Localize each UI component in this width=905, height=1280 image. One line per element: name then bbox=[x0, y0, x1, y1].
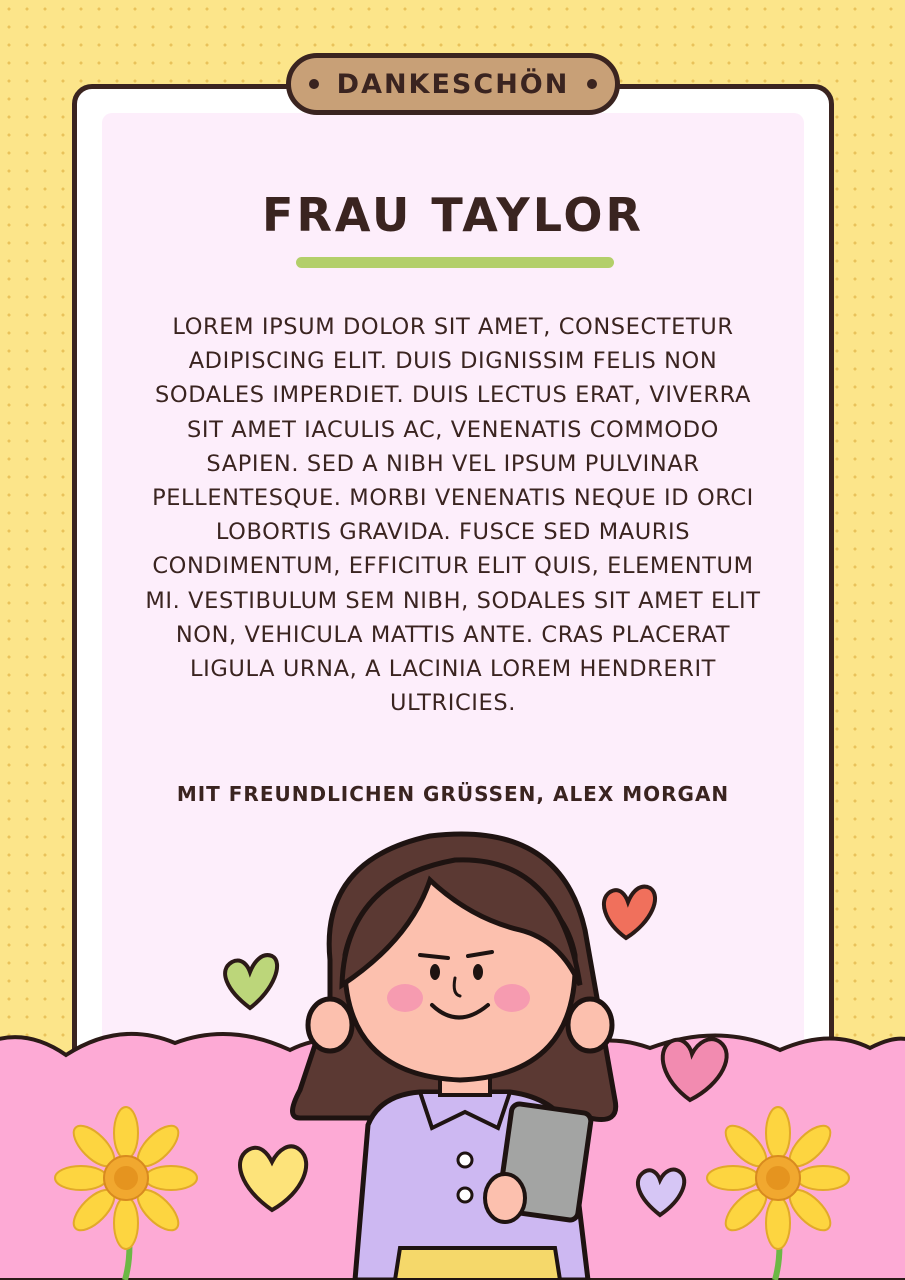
message-text: LOREM IPSUM DOLOR SIT AMET, CONSECTETUR ADIPISCING ELIT. DUIS DIGNISSIM FELIS NON SODALES IMPERDIET. DUIS LECTUS ERAT, VIVERRA SIT AMET IACULIS AC, VENENATIS COMMODO SAPIEN. SED A NIBH VEL IPSUM PULVINAR PELLENTESQUE. MORBI VENENATIS NEQUE ID ORCI LOBORTIS GRAVIDA. FUSCE SED MAURIS CONDIMENTUM, EFFICITUR ELIT QUIS, ELEMENTUM MI. VESTIBULUM SEM NIBH, SODALES SIT AMET ELIT NON, VEHICULA MATTIS ANTE. CRAS PLACERAT LIGULA URNA, A LACINIA LOREM HENDRERIT ULTRICIES. bbox=[145, 314, 761, 717]
heart-icon bbox=[225, 955, 277, 1008]
recipient-title: FRAU TAYLOR bbox=[262, 188, 644, 242]
badge-label: DANKESCHÖN bbox=[336, 68, 570, 100]
heart-icon bbox=[604, 887, 655, 938]
signoff-text: MIT FREUNDLICHEN GRÜSSEN, ALEX MORGAN bbox=[176, 782, 730, 806]
